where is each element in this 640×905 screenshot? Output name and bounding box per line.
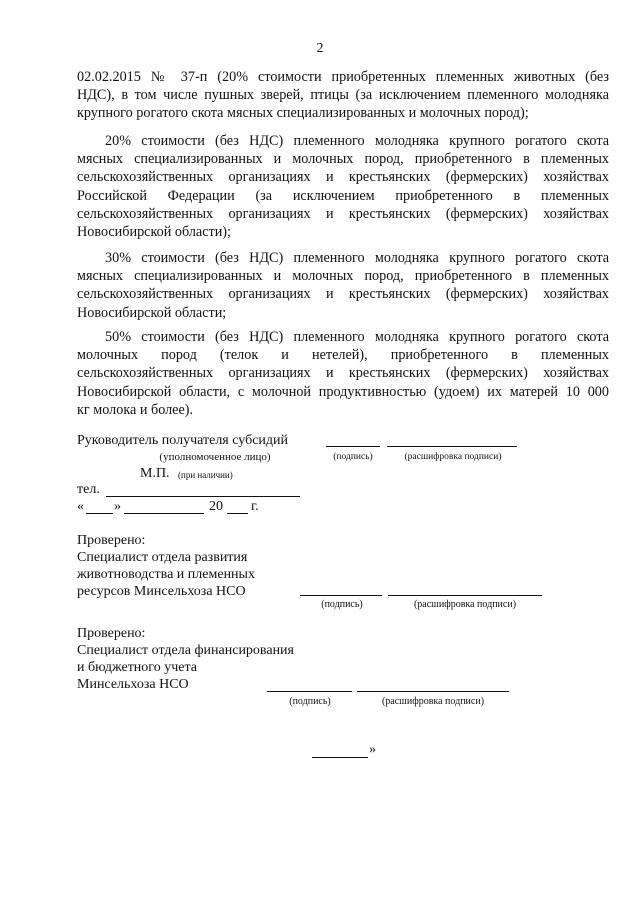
paragraph-line: сельскохозяйственных организациях и крестьянских (фермерских) хозяйствах — [77, 365, 609, 382]
date-close-quote: » — [114, 499, 121, 514]
check2-line: Специалист отдела финансирования — [77, 643, 294, 658]
check2-line: Минсельхоза НСО — [77, 677, 189, 692]
check1-signature-caption: (подпись) — [321, 599, 363, 610]
paragraph-line: Новосибирской области, с молочной продуктивностью (удоем) их матерей 10 000 — [77, 383, 609, 400]
check2-decoding-caption: (расшифровка подписи) — [381, 696, 485, 707]
check1-signature-line[interactable] — [300, 595, 382, 596]
footer-quote: » — [369, 742, 376, 757]
check1-decoding-line[interactable] — [388, 595, 542, 596]
recipient-title: Руководитель получателя субсидий — [77, 433, 289, 448]
paragraph-line: 02.02.2015 № 37-п (20% стоимости приобретенных племенных животных (без — [77, 69, 609, 85]
date-year-suffix: г. — [251, 499, 259, 514]
paragraph-3 — [77, 249, 609, 322]
footer-line — [312, 757, 368, 758]
recipient-signature-line[interactable] — [326, 446, 380, 447]
phone-input-line[interactable] — [106, 496, 300, 497]
check1-line: Специалист отдела развития — [77, 550, 248, 565]
paragraph-1 — [77, 68, 609, 123]
paragraph-4 — [77, 328, 609, 419]
paragraph-line: 20% стоимости (без НДС) племенного молодняка крупного рогатого скота — [105, 133, 609, 149]
date-year-line[interactable] — [227, 513, 248, 514]
recipient-decoding-line[interactable] — [387, 446, 517, 447]
paragraph-line: сельскохозяйственных организациях и крестьянских (фермерских) хозяйствах — [77, 205, 609, 222]
phone-label: тел. — [77, 482, 100, 497]
paragraph-line: Новосибирской области); — [77, 223, 231, 240]
date-year-prefix: 20 — [209, 499, 223, 514]
check1-heading: Проверено: — [77, 533, 146, 548]
paragraph-line: Российской Федерации (за исключением приобретенного в племенных — [77, 187, 609, 204]
paragraph-line: Новосибирской области; — [77, 304, 227, 321]
paragraph-line: крупного рогатого скота мясных специализированных и молочных пород); — [77, 105, 529, 122]
check1-line: животноводства и племенных — [77, 567, 255, 582]
paragraph-line: НДС), в том числе пушных зверей, птицы (за исключением племенного молодняка — [77, 87, 609, 104]
paragraph-line: кг молока и более). — [77, 401, 194, 418]
page-number: 2 — [316, 41, 324, 56]
paragraph-line: 50% стоимости (без НДС) племенного молодняка крупного рогатого скота — [105, 329, 609, 345]
date-open-quote: « — [77, 499, 84, 514]
paragraph-line: 30% стоимости (без НДС) племенного молодняка крупного рогатого скота — [105, 250, 609, 266]
check2-heading: Проверено: — [77, 626, 146, 641]
paragraph-2 — [77, 132, 609, 241]
date-month-line[interactable] — [124, 513, 204, 514]
check1-line: ресурсов Минсельхоза НСО — [77, 584, 246, 599]
paragraph-line: сельскохозяйственных организациях и крестьянских (фермерских) хозяйствах — [77, 286, 609, 303]
stamp-label: М.П. — [140, 466, 170, 481]
check2-signature-caption: (подпись) — [289, 696, 331, 707]
stamp-note: (при наличии) — [178, 470, 233, 480]
paragraph-line: молочных пород (телок и нетелей), приобретенного в племенных — [77, 347, 609, 364]
check2-signature-line[interactable] — [267, 691, 352, 692]
recipient-subtitle: (уполномоченное лицо) — [159, 451, 271, 463]
check2-decoding-line[interactable] — [357, 691, 509, 692]
paragraph-line: сельскохозяйственных организациях и крестьянских (фермерских) хозяйствах — [77, 169, 609, 186]
check2-line: и бюджетного учета — [77, 660, 197, 675]
recipient-signature-caption: (подпись) — [333, 452, 373, 462]
paragraph-line: мясных специализированных и молочных пород, приобретенного в племенных — [77, 268, 609, 285]
paragraph-line: мясных специализированных и молочных пород, приобретенного в племенных — [77, 151, 609, 168]
date-day-line[interactable] — [86, 513, 113, 514]
recipient-decoding-caption: (расшифровка подписи) — [404, 452, 502, 462]
check1-decoding-caption: (расшифровка подписи) — [413, 599, 517, 610]
